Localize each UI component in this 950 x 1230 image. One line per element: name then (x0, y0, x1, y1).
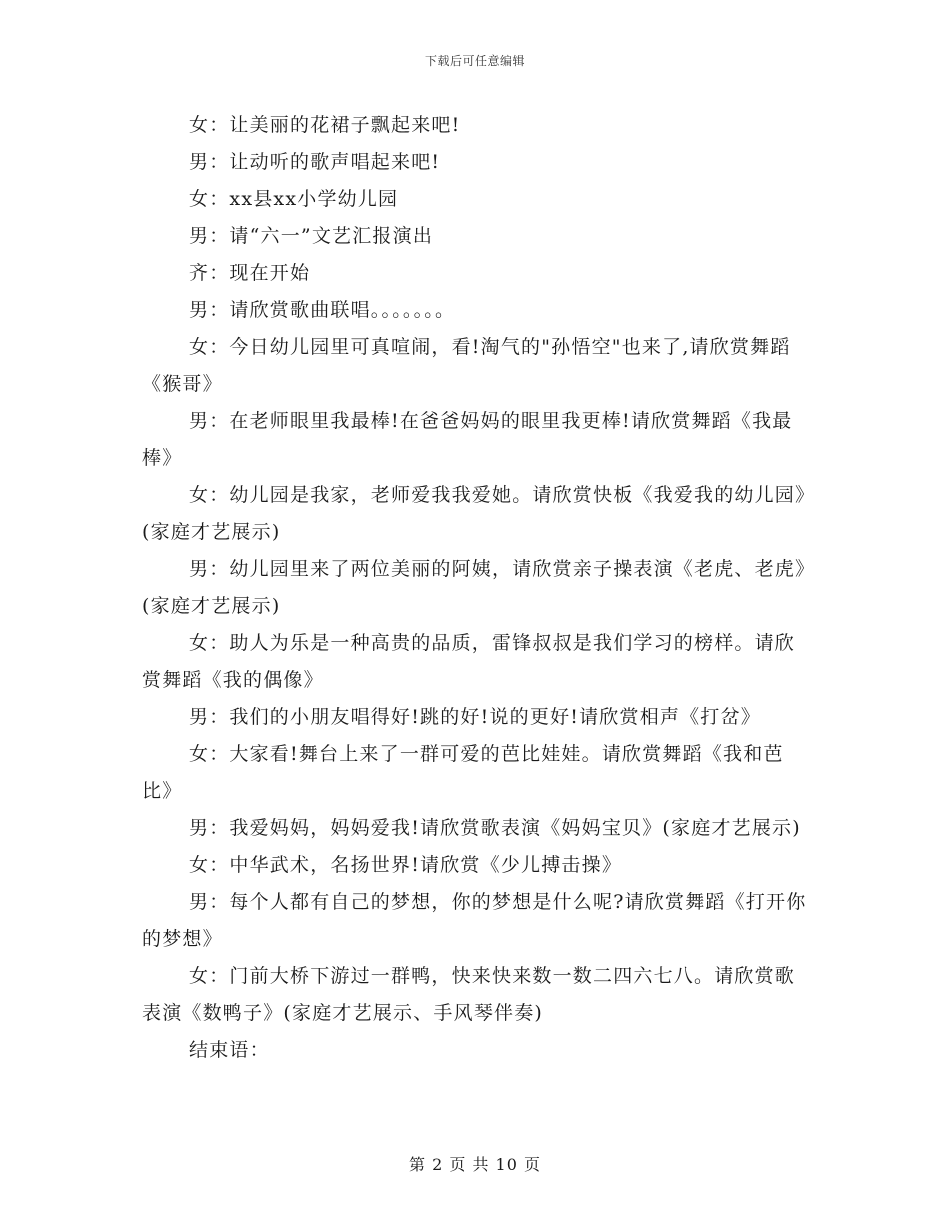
paragraph: 男：每个人都有自己的梦想，你的梦想是什么呢?请欣赏舞蹈《打开你的梦想》 (142, 891, 807, 950)
paragraph: 女：xx县xx小学幼儿园 (189, 188, 399, 210)
paragraph: 女：助人为乐是一种高贵的品质，雷锋叔叔是我们学习的榜样。请欣赏舞蹈《我的偶像》 (142, 632, 796, 691)
paragraph: 女：大家看!舞台上来了一群可爱的芭比娃娃。请欣赏舞蹈《我和芭比》 (142, 743, 784, 802)
paragraph: 女：中华武术，名扬世界!请欣赏《少儿搏击操》 (189, 854, 623, 876)
paragraph: 男：幼儿园里来了两位美丽的阿姨，请欣赏亲子操表演《老虎、老虎》(家庭才艺展示) (142, 558, 806, 617)
paragraph: 男：在老师眼里我最棒!在爸爸妈妈的眼里我更棒!请欣赏舞蹈《我最棒》 (142, 410, 793, 469)
paragraph: 男：请“六一”文艺汇报演出 (189, 225, 434, 247)
paragraph: 男：我爱妈妈，妈妈爱我!请欣赏歌表演《妈妈宝贝》(家庭才艺展示) (189, 817, 801, 839)
paragraph: 男：请欣赏歌曲联唱。。。。。。。 (189, 299, 456, 321)
paragraph: 齐：现在开始 (189, 262, 311, 284)
paragraph: 男：我们的小朋友唱得好!跳的好!说的更好!请欣赏相声《打岔》 (189, 706, 761, 728)
page-header: 下载后可任意编辑 (424, 54, 525, 68)
paragraph: 女：今日幼儿园里可真喧闹，看!淘气的"孙悟空"也来了,请欣赏舞蹈《猴哥》 (142, 336, 791, 395)
document-body (142, 107, 807, 1069)
paragraph: 女：门前大桥下游过一群鸭，快来快来数一数二四六七八。请欣赏歌表演《数鸭子》(家庭才艺展示、手风琴伴奏) (142, 965, 796, 1024)
closing-heading: 结束语： (189, 1039, 270, 1061)
paragraph: 女：让美丽的花裙子飘起来吧! (189, 114, 461, 136)
page-footer (0, 1152, 950, 1175)
page-number: 第 2 页 共 10 页 (409, 1155, 541, 1174)
paragraph: 女：幼儿园是我家，老师爱我我爱她。请欣赏快板《我爱我的幼儿园》(家庭才艺展示) (142, 484, 806, 543)
paragraph: 男：让动听的歌声唱起来吧! (189, 151, 441, 173)
